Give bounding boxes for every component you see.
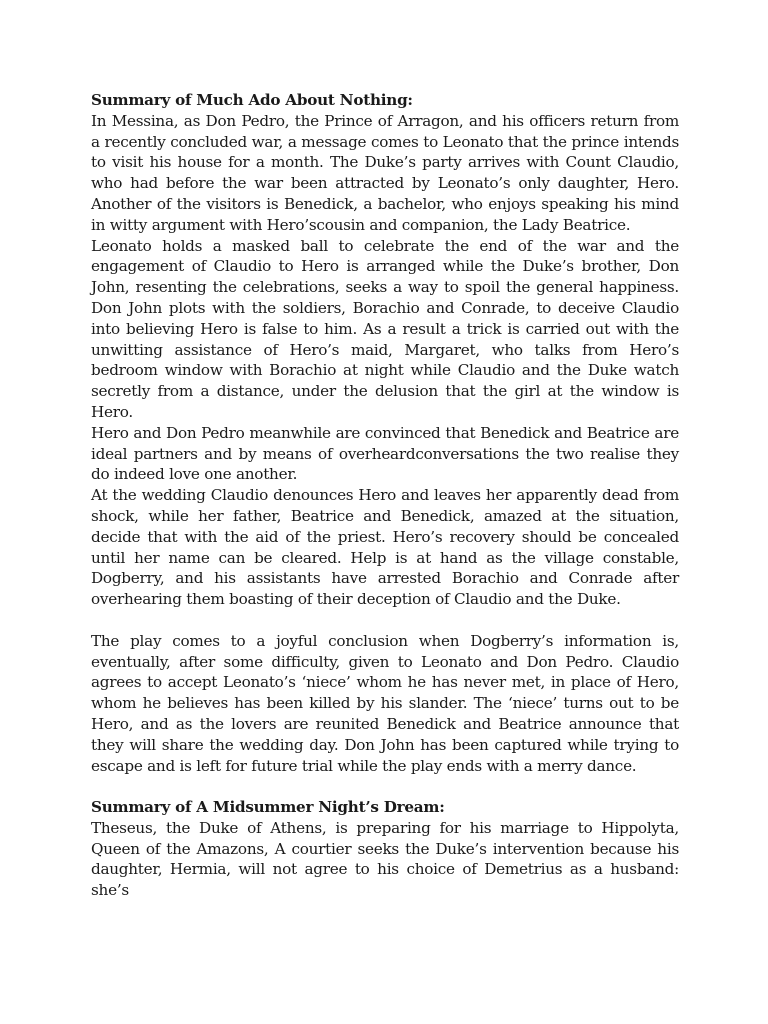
paragraph-conclusion: The play comes to a joyful conclusion when Dogberry’s information is, eventually, after some difficulty, given to Leonato and Don Pedro. Claudio agrees to accept Leonato’s ‘niece’ whom he has never met, in place of Hero, whom he believes has been killed by his slander. The ‘niece’ turns out to be Hero, and as the lovers are reunited Benedick and Beatrice announce that they will share the wedding day. Don John has been captured while trying to escape and is left for future trial while the play ends with a merry dance.: [91, 631, 679, 775]
paragraph-wedding: At the wedding Claudio denounces Hero and leaves her apparently dead from shock, while her father, Beatrice and Benedick, amazed at the situation, decide that with the aid of the priest. Hero’s recovery should be concealed until her name can be cleared. Help is at hand as the village constable, Dogberry, and his assistants have arrested Borachio and Conrade after overhearing them boasting of their deception of Claudio and the Duke.: [91, 486, 679, 609]
section-heading-much-ado: Summary of Much Ado About Nothing:: [91, 91, 413, 109]
paragraph-masked-ball: Leonato holds a masked ball to celebrate the end of the war and the engagement of Claudio to Hero is arranged while the Duke’s brother, Don John, resenting the celebrations, seeks a way to spoil the general happiness. Don John plots with the soldiers, Borachio and Conrade, to deceive Claudio into believing Hero is false to him. As a result a trick is carried out with the unwitting assistance of Hero’s maid, Margaret, who talks from Hero’s bedroom window with Borachio at night while Claudio and the Duke watch secretly from a distance, under the delusion that the girl at the window is Hero.: [91, 236, 679, 421]
paragraph-messina: In Messina, as Don Pedro, the Prince of Arragon, and his officers return from a recently concluded war, a message comes to Leonato that the prince intends to visit his house for a month. The Duke’s party arrives with Count Claudio, who had before the war been attracted by Leonato’s only daughter, Hero. Another of the visitors is Benedick, a bachelor, who enjoys speaking his mind in witty argument with Hero’scousin and companion, the Lady Beatrice.: [91, 111, 679, 234]
section-spacer: [91, 776, 679, 797]
paragraph-theseus: Theseus, the Duke of Athens, is preparing for his marriage to Hippolyta, Queen of the Amazons, A courtier seeks the Duke’s intervention because his daughter, Hermia, will not agree to his choice of Demetrius as a husband: she’s: [91, 818, 679, 900]
section-heading-midsummer: Summary of A Midsummer Night’s Dream:: [91, 798, 445, 817]
document-page: [91, 90, 679, 901]
paragraph-hero-don-pedro: Hero and Don Pedro meanwhile are convinced that Benedick and Beatrice are ideal partners and by means of overheardconversations the two realise they do indeed love one another.: [91, 423, 679, 484]
paragraph-spacer: [91, 610, 679, 631]
